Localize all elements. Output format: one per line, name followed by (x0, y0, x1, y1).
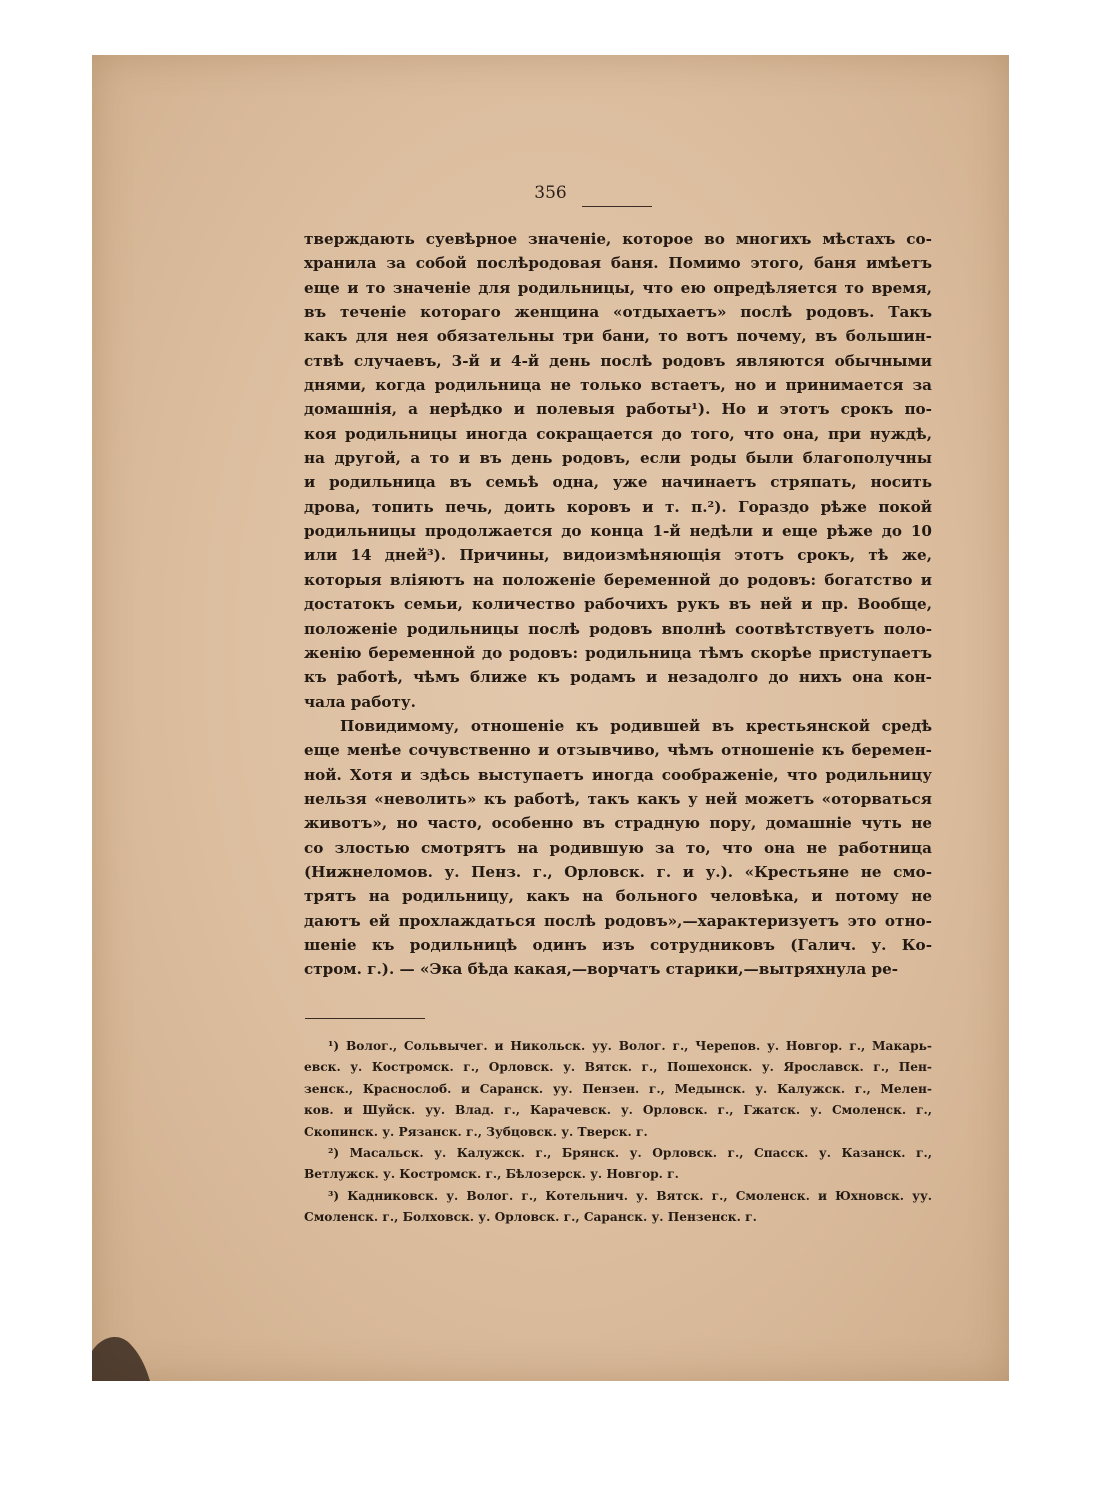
body-line: достатокъ семьи, количество рабочихъ рукъ въ ней и пр. Вообще, (304, 595, 932, 614)
header-rule (582, 206, 652, 207)
footnotes (304, 1036, 932, 1229)
body-line: чала работу. (304, 692, 416, 711)
body-line: домашнія, а нерѣдко и полевыя работы¹). Но и этотъ срокъ по- (304, 400, 932, 419)
body-line: и родильница въ семьѣ одна, уже начинаетъ стряпать, носить (304, 473, 932, 492)
footnote-line: евск. у. Костромск. г., Орловск. у. Вятск. г., Пошехонск. у. Ярославск. г., Пен- (304, 1060, 932, 1075)
body-line: еще менѣе сочувственно и отзывчиво, чѣмъ отношеніе къ беремен- (304, 741, 932, 760)
body-line: положеніе родильницы послѣ родовъ вполнѣ соотвѣтствуетъ поло- (304, 619, 932, 638)
scanned-page (92, 55, 1009, 1381)
body-line: хранила за собой послѣродовая баня. Помимо этого, баня имѣетъ (304, 254, 932, 273)
footnote-line: ²) Масальск. у. Калужск. г., Брянск. у. Орловск. г., Спасск. у. Казанск. г., (328, 1146, 932, 1161)
footnote-line: ¹) Волог., Сольвычег. и Никольск. уу. Волог. г., Черепов. у. Новгор. г., Макарь- (328, 1039, 932, 1053)
body-line: нельзя «неволить» къ работѣ, такъ какъ у ней можетъ «оторваться (304, 789, 932, 808)
body-line: Повидимому, отношеніе къ родившей въ крестьянской средѣ (340, 716, 932, 735)
body-line: дрова, топить печь, доить коровъ и т. п.²). Гораздо рѣже покой (304, 497, 932, 516)
page-number: 356 (534, 183, 567, 203)
body-line: шеніе къ родильницѣ одинъ изъ сотрудниковъ (Галич. у. Ко- (304, 935, 932, 954)
body-line: стром. г.). — «Эка бѣда какая,—ворчатъ старики,—вытряхнула ре- (304, 960, 899, 979)
body-line: ной. Хотя и здѣсь выступаетъ иногда соображеніе, что родильницу (304, 765, 932, 784)
body-line: тверждають суевѣрное значеніе, которое во многихъ мѣстахъ со- (304, 230, 932, 248)
body-text (304, 227, 932, 982)
footnote-line: Ветлужск. у. Костромск. г., Бѣлозерск. у. Новгор. г. (304, 1167, 679, 1182)
footnote-line: зенск., Краснослоб. и Саранск. уу. Пензен. г., Медынск. у. Калужск. г., Мелен- (304, 1081, 932, 1096)
body-line: коя родильницы иногда сокращается до того, что она, при нуждѣ, (304, 424, 932, 443)
footnote-line: ков. и Шуйск. уу. Влад. г., Карачевск. у. Орловск. г., Гжатск. у. Смоленск. г., (304, 1103, 932, 1118)
body-line: или 14 дней³). Причины, видоизмѣняющія этотъ срокъ, тѣ же, (304, 546, 932, 565)
body-line: женію беременной до родовъ: родильница тѣмъ скорѣе приступаетъ (304, 643, 932, 662)
body-line: на другой, а то и въ день родовъ, если роды были благополучны (304, 449, 932, 468)
body-line: еще и то значеніе для родильницы, что ею опредѣляется то время, (304, 278, 932, 297)
body-line: въ теченіе котораго женщина «отдыхаетъ» послѣ родовъ. Такъ (304, 303, 932, 322)
footnote-line: Скопинск. у. Рязанск. г., Зубцовск. у. Тверск. г. (304, 1124, 648, 1139)
thumb-shadow (92, 1291, 152, 1381)
footnote-line: Смоленск. г., Болховск. у. Орловск. г., Саранск. у. Пензенск. г. (304, 1210, 757, 1225)
body-line: даютъ ей прохлаждаться послѣ родовъ»,—характеризуетъ это отно- (304, 911, 932, 930)
body-line: трятъ на родильницу, какъ на больного человѣка, и потому не (304, 887, 932, 906)
body-line: со злостью смотрятъ на родившую за то, что она не работница (304, 838, 932, 857)
body-line: къ работѣ, чѣмъ ближе къ родамъ и незадолго до нихъ она кон- (304, 668, 932, 687)
body-line: (Нижнеломов. у. Пенз. г., Орловск. г. и у.). «Крестьяне не смо- (304, 862, 932, 881)
body-line: днями, когда родильница не только встаетъ, но и принимается за (304, 376, 932, 395)
body-line: животъ», но часто, особенно въ страдную пору, домашніе чуть не (304, 814, 932, 833)
body-line: родильницы продолжается до конца 1-й недѣли и еще рѣже до 10 (304, 522, 932, 541)
body-line: которыя вліяютъ на положеніе беременной до родовъ: богатство и (304, 570, 932, 589)
footnote-line: ³) Кадниковск. у. Волог. г., Котельнич. у. Вятск. г., Смоленск. и Юхновск. уу. (328, 1188, 932, 1203)
footnote-rule (305, 1018, 425, 1019)
body-line: какъ для нея обязательны три бани, то вотъ почему, въ большин- (304, 327, 932, 346)
body-line: ствѣ случаевъ, 3-й и 4-й день послѣ родовъ являются обычными (304, 351, 932, 370)
